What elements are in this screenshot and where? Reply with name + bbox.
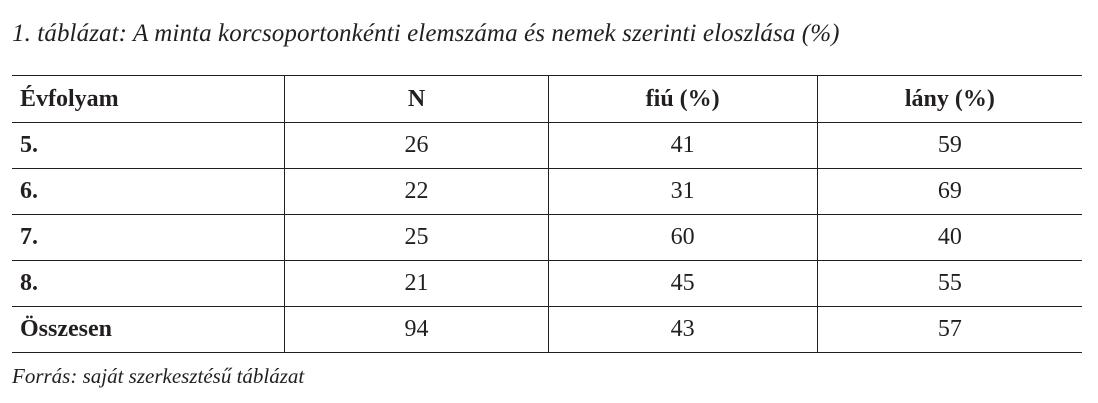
cell-fiu: 60 xyxy=(548,215,817,261)
cell-n: 22 xyxy=(285,169,548,215)
cell-fiu: 31 xyxy=(548,169,817,215)
source-note: Forrás: saját szerkesztésű táblázat xyxy=(12,364,305,388)
table-row xyxy=(12,123,1082,169)
cell-lany: 55 xyxy=(817,261,1082,307)
cell-lany: 69 xyxy=(817,169,1082,215)
header-cell-fiu: fiú (%) xyxy=(548,76,817,123)
cell-n: 25 xyxy=(285,215,548,261)
table-caption: 1. táblázat: A minta korcsoportonkénti elemszáma és nemek szerinti eloszlása (%) xyxy=(12,20,840,47)
row-label: 7. xyxy=(12,215,285,261)
row-label: Összesen xyxy=(12,307,285,353)
header-cell-n: N xyxy=(285,76,548,123)
table-header-row xyxy=(12,76,1082,123)
cell-n: 21 xyxy=(285,261,548,307)
cell-lany: 57 xyxy=(817,307,1082,353)
table-row-total xyxy=(12,307,1082,353)
header-cell-lany: lány (%) xyxy=(817,76,1082,123)
row-label: 5. xyxy=(12,123,285,169)
data-table xyxy=(12,75,1082,353)
table-row xyxy=(12,261,1082,307)
row-label: 6. xyxy=(12,169,285,215)
row-label: 8. xyxy=(12,261,285,307)
cell-fiu: 41 xyxy=(548,123,817,169)
table-row xyxy=(12,215,1082,261)
table-row xyxy=(12,169,1082,215)
cell-n: 94 xyxy=(285,307,548,353)
cell-fiu: 43 xyxy=(548,307,817,353)
cell-n: 26 xyxy=(285,123,548,169)
cell-fiu: 45 xyxy=(548,261,817,307)
cell-lany: 59 xyxy=(817,123,1082,169)
header-cell-evfolyam: Évfolyam xyxy=(12,76,285,123)
cell-lany: 40 xyxy=(817,215,1082,261)
